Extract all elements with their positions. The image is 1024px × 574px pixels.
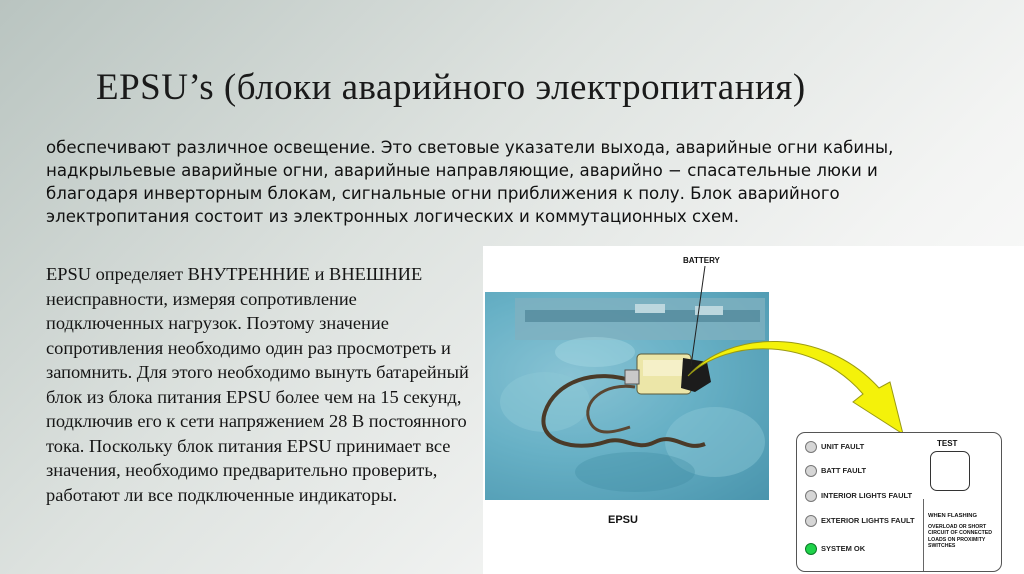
test-label: TEST xyxy=(937,439,958,448)
page-title: EPSU’s (блоки аварийного электропитания) xyxy=(96,67,806,108)
test-button xyxy=(930,451,970,491)
indicator-label: SYSTEM OK xyxy=(821,544,866,553)
when-flashing-description: OVERLOAD OR SHORT CIRCUIT OF CONNECTED LOADS ON PROXIMITY SWITCHES xyxy=(928,524,992,550)
led-on-icon xyxy=(805,543,817,555)
led-icon xyxy=(805,515,817,527)
intro-paragraph: обеспечивают различное освещение. Это световые указатели выхода, аварийные огни кабины, надкрыльевые аварийные огни, аварийные направляющие, аварийно − спасательные люки и благодаря инверторным блокам, сигнальные огни приближения к полу. Блок аварийного электропитания состоит из электронных логических и коммутационных схем. xyxy=(46,138,894,226)
battery-leader-line xyxy=(691,266,705,366)
battery-label: BATTERY xyxy=(683,256,720,265)
epsu-figure xyxy=(483,246,1024,574)
when-flashing-label: WHEN FLASHING xyxy=(928,513,977,519)
led-icon xyxy=(805,441,817,453)
indicator-label: EXTERIOR LIGHTS FAULT xyxy=(821,516,915,525)
bracket-line xyxy=(923,499,924,571)
led-icon xyxy=(805,490,817,502)
indicator-panel xyxy=(796,432,1002,572)
led-icon xyxy=(805,465,817,477)
epsu-label: EPSU xyxy=(608,514,638,526)
indicator-label: INTERIOR LIGHTS FAULT xyxy=(821,491,913,500)
indicator-label: BATT FAULT xyxy=(821,466,867,475)
yellow-arrow-icon xyxy=(688,341,903,434)
body-paragraph: EPSU определяет ВНУТРЕННИЕ и ВНЕШНИЕ неисправности, измеряя сопротивление подключенных нагрузок. Поэтому значение сопротивления необходимо один раз просмотреть и запомнить. Для этого необходимо вынуть батарейный блок из блока питания EPSU более чем на 15 секунд, подключив его к сети напряжением 28 В постоянного тока. Поскольку блок питания EPSU принимает все значения, необходимо предварительно проверить, работают ли все подключенные индикаторы. xyxy=(46,264,469,505)
indicator-label: UNIT FAULT xyxy=(821,442,865,451)
